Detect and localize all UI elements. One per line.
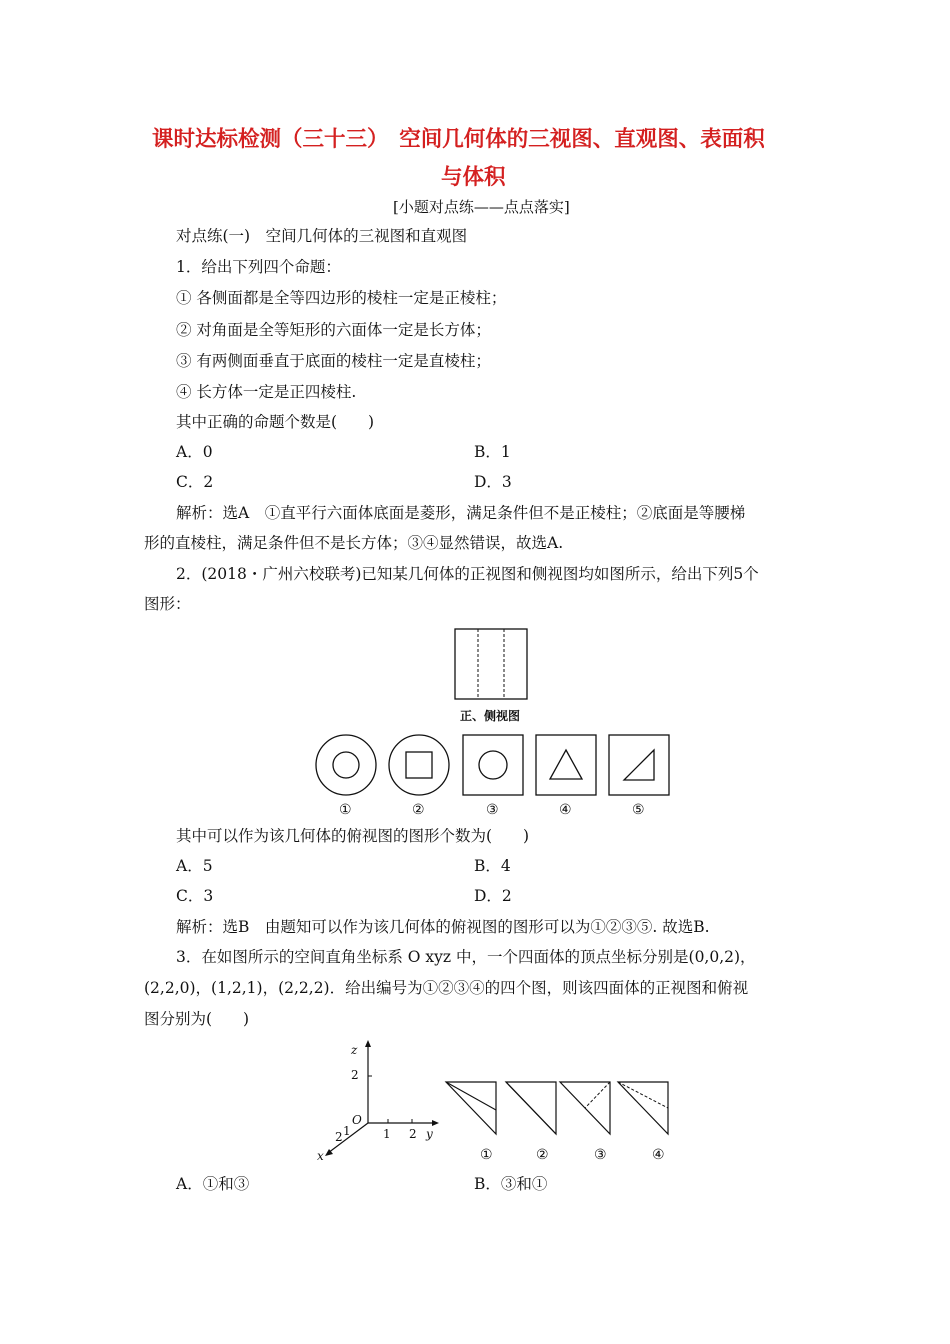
q1-option-b: B．1: [474, 443, 511, 461]
view-3: [560, 1082, 610, 1134]
shape-label-3: ③: [486, 802, 499, 818]
q2-stem-line2: 图形：: [144, 595, 191, 613]
q1-option-a: A．0: [176, 443, 213, 461]
shape-2-circle-with-square: [389, 735, 449, 795]
page-title-line2: 与体积: [441, 165, 506, 190]
view-2: [506, 1082, 556, 1134]
q1-analysis-line2: 形的直棱柱，满足条件但不是长方体；③④显然错误，故选A.: [144, 534, 564, 552]
z-axis-label: z: [351, 1043, 358, 1057]
shape-label-5: ⑤: [632, 802, 645, 818]
q2-option-a: A．5: [176, 857, 213, 875]
shape-label-2: ②: [412, 802, 425, 818]
q3-option-a: A．①和③: [176, 1175, 250, 1193]
q1-item-2: ② 对角面是全等矩形的六面体一定是长方体；: [176, 321, 491, 339]
shape-label-4: ④: [559, 802, 572, 818]
view-1: [446, 1082, 496, 1134]
q2-option-b: B．4: [474, 857, 511, 875]
q1-item-4: ④ 长方体一定是正四棱柱.: [176, 383, 357, 401]
view-label-4: ④: [652, 1147, 665, 1163]
y-tick-2: 2: [409, 1127, 417, 1141]
q2-analysis: 解析：选B 由题知可以作为该几何体的俯视图的图形可以为①②③⑤. 故选B.: [176, 918, 710, 936]
origin-label: O: [352, 1113, 362, 1127]
front-side-view-figure: [454, 628, 529, 701]
view-label-2: ②: [536, 1147, 549, 1163]
q1-analysis-line1: 解析：选A ①直平行六面体底面是菱形，满足条件但不是正棱柱；②底面是等腰梯: [176, 504, 746, 522]
view-label-1: ①: [480, 1147, 493, 1163]
q1-option-d: D．3: [474, 473, 512, 491]
q2-stem-line1: 2．(2018・广州六校联考)已知某几何体的正视图和侧视图均如图所示，给出下列5个: [176, 565, 759, 583]
q3-stem-line3: 图分别为( ): [144, 1010, 250, 1028]
page-title: 课时达标检测（三十三） 空间几何体的三视图、直观图、表面积: [152, 127, 765, 152]
q1-question: 其中正确的命题个数是( ): [176, 413, 375, 431]
shape-5-square-with-right-triangle: [609, 735, 669, 795]
front-side-view-caption: 正、侧视图: [460, 709, 521, 723]
q3-stem-line2: (2,2,0)，(1,2,1)，(2,2,2)．给出编号为①②③④的四个图，则该四面体的正视图和俯视: [144, 979, 749, 997]
z-tick-2: 2: [351, 1068, 359, 1082]
q2-question: 其中可以作为该几何体的俯视图的图形个数为( ): [176, 827, 530, 845]
y-axis-label: y: [426, 1127, 433, 1141]
q2-option-c: C．3: [176, 887, 214, 905]
view-label-3: ③: [594, 1147, 607, 1163]
shape-4-square-with-triangle: [536, 735, 596, 795]
y-tick-1: 1: [383, 1127, 391, 1141]
shape-3-square-with-circle: [463, 735, 523, 795]
top-view-candidates: [314, 734, 674, 798]
q1-item-3: ③ 有两侧面垂直于底面的棱柱一定是直棱柱；: [176, 352, 491, 370]
section-heading: 对点练(一) 空间几何体的三视图和直观图: [176, 227, 468, 245]
view-4: [618, 1082, 668, 1134]
shape-1-ring: [316, 735, 376, 795]
q1-stem: 1．给出下列四个命题：: [176, 258, 341, 276]
coordinate-system-figure: [315, 1040, 440, 1160]
q1-option-c: C．2: [176, 473, 214, 491]
subtitle: [小题对点练——点点落实]: [393, 198, 570, 216]
q3-view-figures: [444, 1080, 676, 1140]
x-tick-2: 2: [335, 1130, 343, 1144]
x-axis-label: x: [317, 1149, 324, 1163]
q1-item-1: ① 各侧面都是全等四边形的棱柱一定是正棱柱；: [176, 289, 507, 307]
q3-option-b: B．③和①: [474, 1175, 548, 1193]
shape-label-1: ①: [339, 802, 352, 818]
x-tick-1: 1: [343, 1124, 351, 1138]
q3-stem-line1: 3．在如图所示的空间直角坐标系 O xyz 中，一个四面体的顶点坐标分别是(0,0,2)，: [176, 948, 756, 966]
q2-option-d: D．2: [474, 887, 512, 905]
